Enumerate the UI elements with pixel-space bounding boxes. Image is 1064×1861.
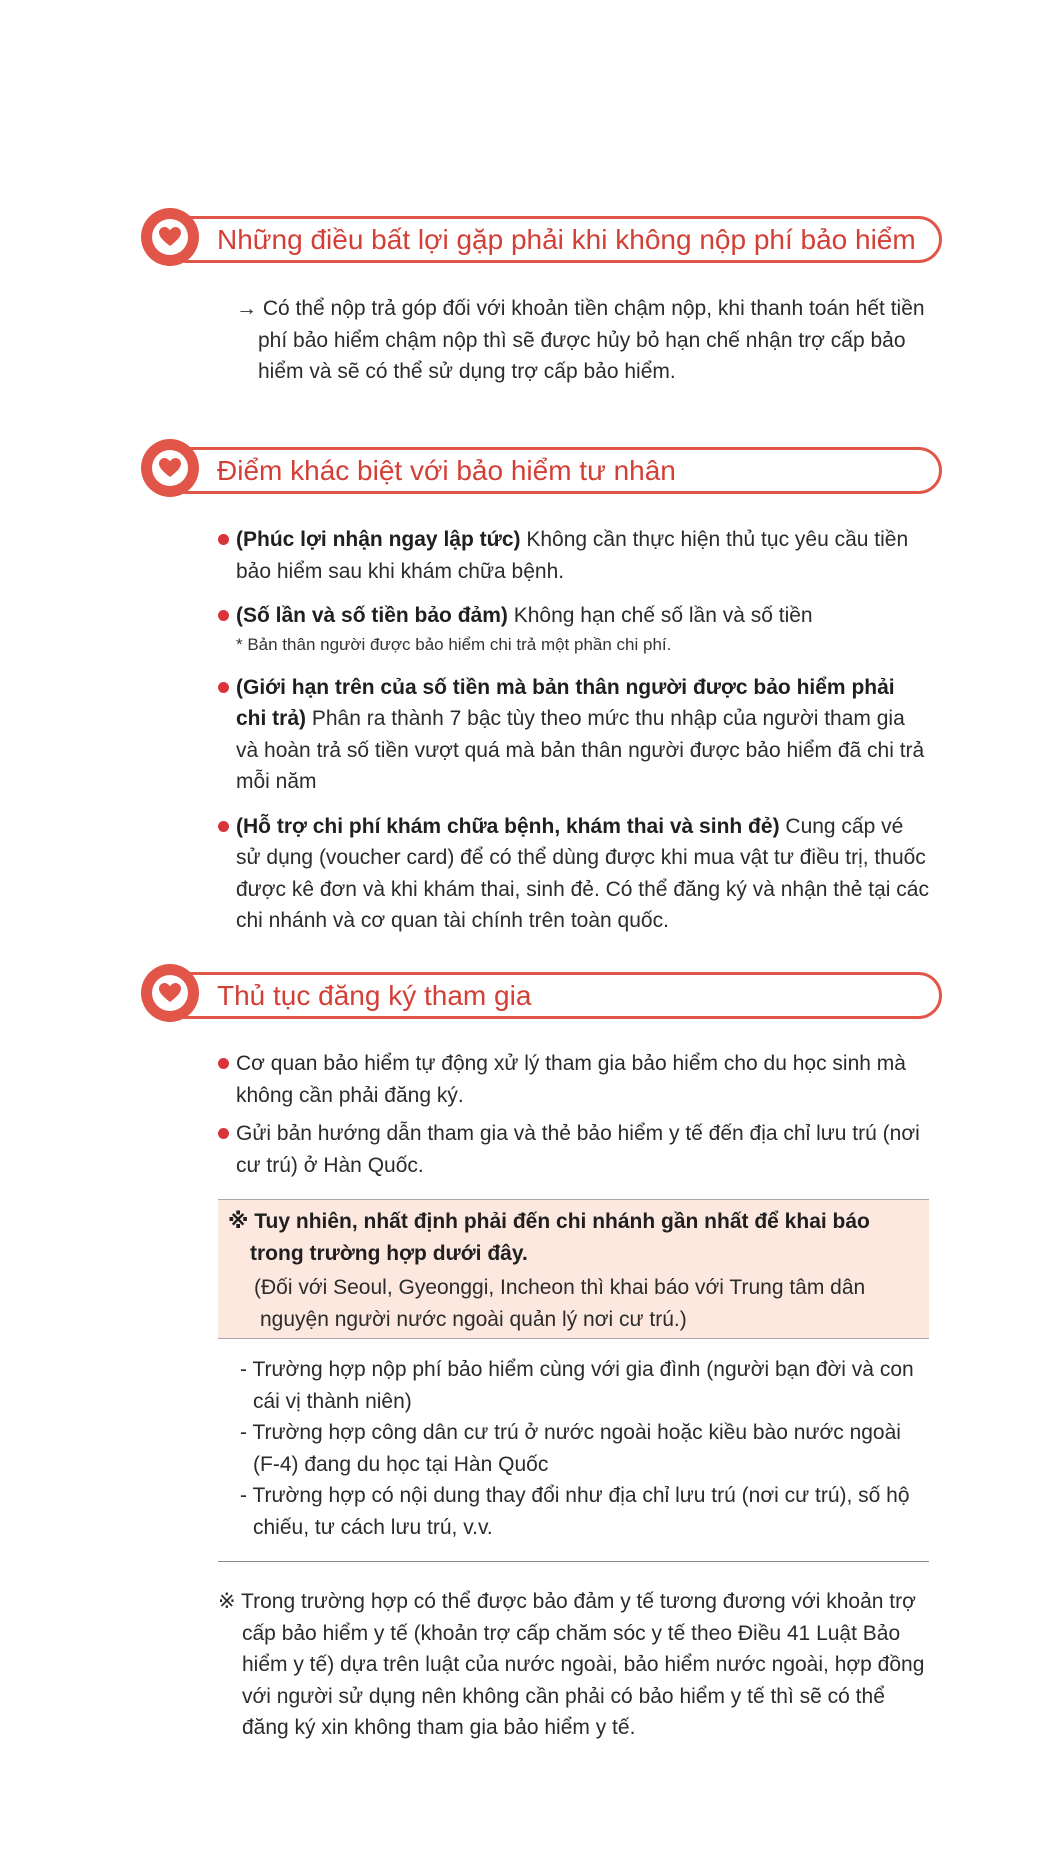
- item-heading: (Phúc lợi nhận ngay lập tức): [236, 528, 521, 551]
- list-item: - Trường hợp có nội dung thay đổi như địa chỉ lưu trú (nơi cư trú), số hộ chiếu, tư cách lưu trú, v.v.: [240, 1484, 910, 1539]
- arrow-icon: →: [236, 297, 257, 320]
- list-item: [218, 1118, 930, 1181]
- list-item: [218, 600, 930, 632]
- heart-icon: [159, 227, 181, 247]
- section-title: Điểm khác biệt với bảo hiểm tư nhân: [217, 455, 676, 486]
- bullet-icon: [218, 821, 229, 832]
- paragraph-text: Có thể nộp trả góp đối với khoản tiền chậm nộp, khi thanh toán hết tiền phí bảo hiểm chậm nộp thì sẽ được hủy bỏ hạn chế nhận trợ cấp bảo hiểm và sẽ có thể sử dụng trợ cấp bảo hiểm.: [258, 297, 925, 383]
- notice-title: ※ Tuy nhiên, nhất định phải đến chi nhánh gần nhất để khai báo trong trường hợp dưới đây.: [228, 1210, 870, 1265]
- bullet-icon: [218, 1058, 229, 1069]
- item-heading: (Giới hạn trên của số tiền mà bản thân người được bảo hiểm phải chi trả): [236, 675, 895, 730]
- cases-list: [240, 1354, 930, 1543]
- bullet-icon: [218, 610, 229, 621]
- registration-list: [218, 1048, 930, 1181]
- header-badge: [141, 439, 199, 497]
- header-badge: [141, 964, 199, 1022]
- list-item: [218, 1048, 930, 1111]
- section-title: Những điều bất lợi gặp phải khi không nộp phí bảo hiểm: [217, 224, 916, 255]
- bullet-icon: [218, 682, 229, 693]
- item-text: Cung cấp vé sử dụng (voucher card) để có thể dùng được khi mua vật tư điều trị, thuốc được kê đơn và khi khám thai, sinh đẻ. Có thể đăng ký và nhận thẻ tại các chi nhánh và cơ quan tài chính trên toàn quốc.: [236, 814, 929, 932]
- divider: [218, 1561, 929, 1562]
- heart-icon: [159, 458, 181, 478]
- section-title: Thủ tục đăng ký tham gia: [217, 980, 532, 1011]
- section-header-registration: [141, 964, 941, 1026]
- bullet-icon: [218, 1128, 229, 1139]
- item-text: Cơ quan bảo hiểm tự động xử lý tham gia bảo hiểm cho du học sinh mà không cần phải đăng ký.: [236, 1052, 906, 1107]
- list-item: [218, 811, 930, 937]
- unpaid-premium-text: [236, 293, 950, 388]
- item-text: Phân ra thành 7 bậc tùy theo mức thu nhập của người tham gia và hoàn trả số tiền vượt quá mà bản thân người được bảo hiểm đã chi trả mỗi năm: [236, 707, 925, 793]
- list-item: [218, 672, 930, 798]
- header-badge: [141, 208, 199, 266]
- bullet-icon: [218, 534, 229, 545]
- heart-icon: [159, 983, 181, 1003]
- final-note: ※ Trong trường hợp có thể được bảo đảm y tế tương đương với khoản trợ cấp bảo hiểm y tế (khoản trợ cấp chăm sóc y tế theo Điều 41 Luật Bảo hiểm y tế) dựa trên luật của nước ngoài, bảo hiểm nước ngoài, hợp đồng với người sử dụng nên không cần phải có bảo hiểm y tế thì sẽ có thể đăng ký xin không tham gia bảo hiểm y tế.: [218, 1590, 925, 1739]
- differences-list: [218, 524, 930, 937]
- item-text: Không hạn chế số lần và số tiền: [507, 604, 813, 627]
- list-item: - Trường hợp công dân cư trú ở nước ngoài hoặc kiều bào nước ngoài (F-4) đang du học tại Hàn Quốc: [240, 1421, 901, 1476]
- item-text: Gửi bản hướng dẫn tham gia và thẻ bảo hiểm y tế đến địa chỉ lưu trú (nơi cư trú) ở Hàn Quốc.: [236, 1122, 920, 1177]
- notice-box: [218, 1199, 929, 1339]
- list-item: [218, 524, 930, 587]
- section-header-unpaid-premium: [141, 208, 941, 270]
- item-footnote: * Bản thân người được bảo hiểm chi trả một phần chi phí.: [236, 634, 672, 654]
- section-header-private-insurance: [141, 439, 941, 501]
- item-heading: (Hỗ trợ chi phí khám chữa bệnh, khám thai và sinh đẻ): [236, 814, 780, 838]
- item-heading: (Số lần và số tiền bảo đảm): [236, 604, 508, 627]
- item-text: Không cần thực hiện thủ tục yêu cầu tiền bảo hiểm sau khi khám chữa bệnh.: [236, 528, 909, 583]
- notice-subtext: (Đối với Seoul, Gyeonggi, Incheon thì khai báo với Trung tâm dân nguyện người nước ngoài quản lý nơi cư trú.): [254, 1276, 866, 1331]
- list-item: - Trường hợp nộp phí bảo hiểm cùng với gia đình (người bạn đời và con cái vị thành niên): [240, 1358, 914, 1413]
